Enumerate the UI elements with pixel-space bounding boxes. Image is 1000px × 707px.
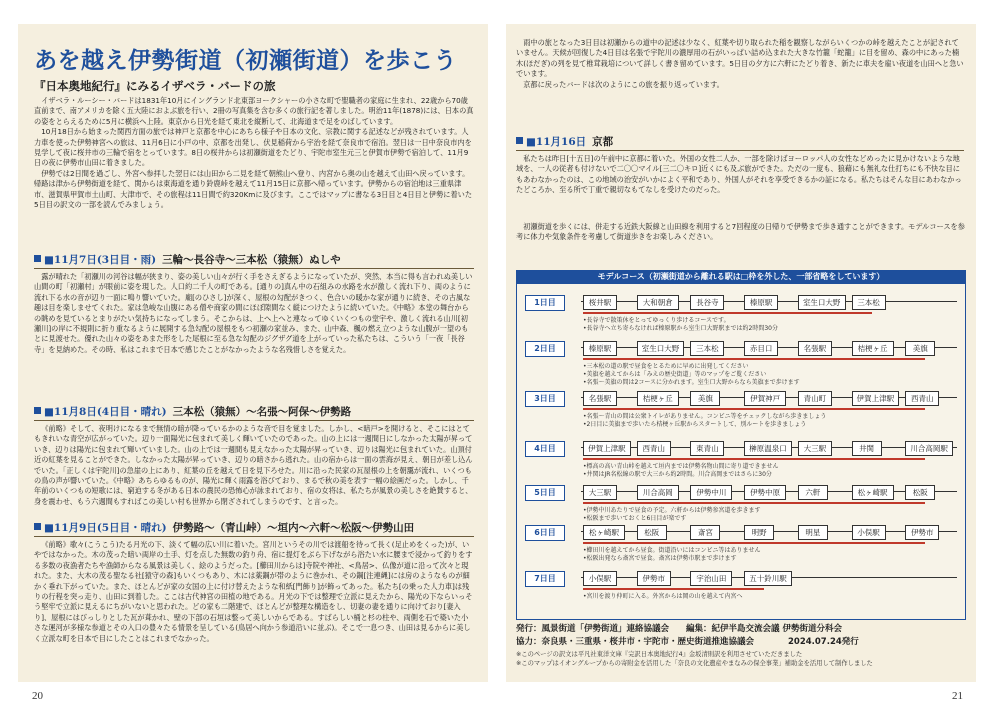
section-paragraph: 《前略》そして、夜明けになるまで無情の暗が降っているかのような音で目を覚ました。しかし、<暗戸>を開けると、そこにはとてもきれいな青空が広がっていた。辺り一面陽光に包まれて美しく輝いていたのであった。山の上には一週間日にしなかった太陽が昇っていき、辺りは陽光に包まれて輝いていました。山の上では一週間も見えなかった太陽が昇っていき、辺りは陽光に包まれていた。山頂付近の紅葉を見ることができた。しなかった太陽が昇っていき、辺りの暗さから逃れた。山の宿からは一面の雲海が見え、朝日が差し込んでいた。「正しくは宇陀川]の急崖の上にあり、紅葉の丘を越えて日を見下ろせた。川に沿った民家の瓦屋根の上を朝靄が流れ、いくつもの鳥の声が響いていた。《中略》あちらゆるものが、陽光に輝く雨露を浴びており、まるで秋の美を表す一幅の絵画だった。しかし、千年前のいくつもの短歌には、窮迫する冬がある日本の農民の恐怖心が詠まれており、宿の女将は、私たちが風景の美しさを絶賛すると、身を震わせ、もう六週間もすればこの美しい村も世界から閉ざされてしまうのです、と言った。 xyxy=(34,424,473,506)
station-box: 榛原駅 xyxy=(744,295,778,310)
day-note: •長谷寺へ立ち寄らなければ榛原駅から室生口大野駅までは約2時間30分 xyxy=(583,325,778,332)
day-note: •標高の高い青山峠を越えて垣内までは伊勢名物山間に寄り道できません xyxy=(583,463,779,470)
day-label: 4日目 xyxy=(525,441,565,457)
station-box: 桜井駅 xyxy=(583,295,617,310)
section-heading-day3 xyxy=(34,252,474,269)
footnote: ※このページの訳文は平凡社東洋文庫『完訳日本奥地紀行4』金坂清則訳を利用させていただきました xyxy=(516,651,803,658)
station-box: 伊勢市 xyxy=(637,571,671,586)
day-note: •宮川を渡り仲町に入る。外宮からは岡の山を越えて内宮へ xyxy=(583,593,743,600)
section-text-day4 xyxy=(34,424,474,528)
section-paragraph: 《前略》歌々(こうこう)たる月光の下、淡くて幅の広い川に着いた。宮川というその川では渡船を待って長く(足止めをくった)が、いやではなかった。木の茂った暗い両岸の土手、灯を点した無数の釣り舟、宿に提灯をぶら下げながら浴たい水に腰まで浸かって釣りをする多数の夜漁者たちや漁師からなる風景は美しく、絵のようだった。[櫛田川からは]寺院や神社、<鳥居>、仏像が道に沿って次々と現れた。また、大木の茂る聖なる社[猿守の森]もいくつもあり、木には薬鋼が帯のように巻かれ、その鋼[注連縄]には房のようなものが細かく垂れ下がっていた。また、ほとんどが家の女国の上に付け替えたような和紙[門飾り]が飾ってあった。私たち[の乗った人力車]は残りの行程を突っ走り、山田に到着した。ここは古代神宮の田植の地である。月光の下では整理で立派に見えたから、陽光の下ならいっそう堅牢で立派に見えるにちがいないと思われた。どの家も二階建で、ほとんどが整理な構造をし、切妻の妻を通りに向けており[妻入り]、屋根にはびっしりとした瓦が葺かれ、壁の下部の石垣は整って美しいからである。すばらしい桶と杉の柱や、両側を石で築いた小さな運河が多様な参道とその入口の豊々たる情景を呈している(鳥居へ向かう参道沿いに並ぶ)。そこで一息つき、山田は見るからに美しく立派な町を日本で目にしたことはこれまでなかった。 xyxy=(34,540,473,643)
station-box: 榊原温泉口 xyxy=(744,441,792,456)
route-line xyxy=(581,567,957,589)
right-intro xyxy=(516,38,966,134)
station-box: 赤目口 xyxy=(744,341,778,356)
station-box: 桔梗ヶ丘 xyxy=(852,341,894,356)
section-heading-day5 xyxy=(34,520,474,537)
day-note: •名張〜美旗の間は2コースに分かれます。室生口大野からなら美旗まで歩けます xyxy=(583,379,800,386)
intro-paragraph: 雨中の旅となった3日目は初瀬からの道中の記述は少なく、紅葉や切り取られた稲を観察しながらいくつかの峠を越えたことが記されていません。天候が回復した4日目は名張で宇陀川の濃厚用の石がいっぱい詰め込まれた大きな竹籠「蛇籠」に目を留め、森の中にあった楠木(ほだぎ)の列を見て椎茸栽培について詳しく書き留めています。5日目の夕方に六軒にたどり着き、新たに車夫を雇い夜道を山田へと急いでいます。 xyxy=(516,38,964,79)
route-line xyxy=(581,291,957,313)
route-line xyxy=(581,481,957,503)
right-page xyxy=(506,24,976,682)
day-note: •三本松の道の駅で昼食をとるために早めに出発してください xyxy=(583,363,749,370)
station-box: 五十鈴川駅 xyxy=(744,571,792,586)
day-note: •伊勢中川あたりで昼食の予定。六軒からは伊勢参宮道を歩きます xyxy=(583,507,761,514)
intro-paragraph: 10月18日から始まった関西方面の旅では神戸と京都を中心にあちら様子や日本の文化、宗教に関する記述などが残されています。人力車を使った伊勢神宮への旅は、11月6日に小戸の中、京都を出発し、伏見稲荷から宇治を経て奈良市で宿泊。翌日は一日中奈良市内を見学して夜に桜井市の三輪で宿をとっています。8日の桜井からは初瀬街道をたどり、宇陀市室生元三と伊賀市伊勢で宿泊して、11月9日の夜に伊勢市山田に着きました。 xyxy=(34,127,472,168)
day-note: •松阪出発なら斎宮で昼食。斎宮は伊勢市駅まで歩けます xyxy=(583,555,737,562)
section-date: ■11月8日(4日目・晴れ) xyxy=(44,406,167,418)
square-icon xyxy=(34,523,41,530)
section-paragraph: 露が晴れた「初瀬川の河谷は幅が狭まり、姿の美しい山々が行く手をさえぎるようになっていたが、突然、本当に得も言われぬ美しい山間の町「初瀬村」が眼前に姿を現した。人口約二千人の町である。[通りの]真ん中の石組みの水路を水が激しく流れ下り、両のように流れ下る水の音が辺り一面に鳴り響いていた。廟[のひさし]が深く、屋根の勾配がきつく、色合いの暖かな家が通りに続き、その古風な趣は目を楽しませてくれた。家は急峻な山腹にある僧や商家の間にほぼ隙間なく縦につけたように続いていた。《中略》本堂の舞台からの眺めを見ているとまりがたい気持ちになってしまう。そこからは、上へ上へと連なってゆくいくつもの堂宇や、激しく流れる山川[初瀬川]の岸に不規則に折り重なるように展開する急勾配の屋根をもつ初瀬の家並み、また、山中森、楓の燃え立つような山腹が一望のもとに見渡せた。優れた山々の姿をあまた形をした尾根に至る急な勾配のジグザグ道を上がっていった私たちは、こういう「一夜「長谷寺」を見納めた。その時、私はこれまで日本で感じたことがなかったような名残惜しさを覚えた。 xyxy=(34,272,473,354)
station-box: 伊勢中原 xyxy=(744,485,786,500)
day-note: •美旗を越えてからは「みえの歴史街道」等のマップをご覧ください xyxy=(583,371,767,378)
station-box: 明星 xyxy=(798,525,828,540)
station-box: 三本松 xyxy=(852,295,886,310)
footnote: ※このマップはイオングループからの寄附金を活用した「奈良の文化遺産やまなみの保全事業」補助金を活用して制作しました xyxy=(516,660,873,667)
walk-arrow xyxy=(583,502,925,504)
model-course-title: モデルコース（初瀬街道から離れる駅は□枠を外した、一部省略をしています） xyxy=(517,270,965,284)
section-text-day5 xyxy=(34,540,474,676)
day-note: •名張〜青山の間は公衆トイレがありません。コンビニ等をチェックしながら歩きましょう xyxy=(583,413,827,420)
walk-text xyxy=(516,222,966,264)
section-title: 京都 xyxy=(592,136,614,148)
walk-arrow xyxy=(583,588,764,590)
section-date: ■11月16日 xyxy=(526,136,587,148)
walk-arrow xyxy=(583,312,872,314)
station-box: 伊賀神戸 xyxy=(744,391,786,406)
day-note: •櫛田川を越えてから昼食。街道沿いにはコンビニ等はありません xyxy=(583,547,761,554)
publisher-credit: 発行：風景街道「伊勢街道」連絡協議会 編集：紀伊半島交流会議 伊勢街道分科会 xyxy=(516,624,842,634)
model-course-box xyxy=(516,270,966,620)
kyoto-paragraph: 私たちは昨日[十五日]の午前中に京都に着いた。外国の女性二人か、一部を除けばヨーロッパ人の女性などめったに見かけないような地域を、一人の従者も付けないで二〇〇マイル[三二〇キロ]近くにも及ぶ旅ができた。ただの一度も、狼藉にも無礼な仕打ちにも不快な目にもあわなかったのは、この地域の治安がいかによく平和であり、外国人がそれを享受できるかの証になる。私たちはそんな目にあわなかったどころか、至る所で丁重で親切なもてなしを受けたのだった。 xyxy=(516,154,962,195)
day-label: 1日目 xyxy=(525,295,565,311)
station-box: 榛原駅 xyxy=(583,341,617,356)
station-box: 伊賀上津駅 xyxy=(852,391,900,406)
section-date: ■11月9日(5日目・晴れ) xyxy=(44,522,167,534)
station-box: 伊勢市 xyxy=(905,525,939,540)
station-box: 小俣駅 xyxy=(852,525,886,540)
section-heading-kyoto xyxy=(516,134,964,151)
station-box: 東青山 xyxy=(690,441,724,456)
walk-arrow xyxy=(583,358,925,360)
route-line xyxy=(581,437,957,459)
cooperation-credit: 協力：奈良県・三重県・桜井市・宇陀市・歴史街道推進協議会 2024.07.24発行 xyxy=(516,637,859,647)
station-box: 明野 xyxy=(744,525,774,540)
station-box: 長谷寺 xyxy=(690,295,724,310)
station-box: 小俣駅 xyxy=(583,571,617,586)
walk-arrow xyxy=(583,458,925,460)
station-box: 井関 xyxy=(852,441,882,456)
station-box: 松ヶ崎駅 xyxy=(583,525,625,540)
station-box: 青山町 xyxy=(798,391,832,406)
intro-text xyxy=(34,96,474,248)
station-box: 松阪 xyxy=(637,525,667,540)
station-box: 川合高岡駅 xyxy=(905,441,953,456)
station-box: 桔梗ヶ丘 xyxy=(637,391,679,406)
intro-paragraph: イザベラ・ルーシー・バードは1831年10月にイングランド北東部ヨークシャーの小さな町で聖職者の家庭に生まれ、22歳から70歳直前まで、南アメリカを除く五大陸におよぶ旅を行い、2冊の写真集を含む多くの旅行記を著しました。明治11年(1878)には、日本の真の姿をとらえるために5月に横浜へ上陸。東京から日光を経て東北を縦断して、北海道まで足をのばしています。 xyxy=(34,96,474,126)
station-box: 美旗 xyxy=(905,341,935,356)
section-text-day3 xyxy=(34,272,474,402)
day-note: •長谷寺で散策休をとってゆっくり歩けるコースです。 xyxy=(583,317,730,324)
square-icon xyxy=(516,137,523,144)
section-title: 伊勢路〜（青山峠）〜垣内〜六軒〜松阪〜伊勢山田 xyxy=(172,522,415,534)
station-box: 六軒 xyxy=(798,485,828,500)
route-line xyxy=(581,521,957,543)
station-box: 川合高岡 xyxy=(637,485,679,500)
walk-arrow xyxy=(583,542,925,544)
day-note: •2日目に美旗まで歩いたら桔梗ヶ丘駅からスタートして、別ルートを歩きましょう xyxy=(583,421,807,428)
left-page xyxy=(18,24,488,682)
kyoto-text xyxy=(516,154,966,218)
station-box: 名張駅 xyxy=(798,341,832,356)
section-title: 三本松（猿無）〜名張〜阿保〜伊勢路 xyxy=(172,406,352,418)
intro-paragraph: 京都に戻ったバードは次のようにこの旅を振り返っています。 xyxy=(523,79,724,89)
day-note: •松阪まで歩いておくと6日目が楽です xyxy=(583,515,687,522)
station-box: 美旗 xyxy=(690,391,720,406)
page-number-right: 21 xyxy=(952,690,963,702)
intro-paragraph: 伊勢では2日間を過ごし、外宮へ参拝した翌日には山田から二見を経て朝熊山へ登り、内宮から奥の山を越えて山田へ戻っています。帰路は津から伊勢街道を経て、関からは東海道を通り鈴鹿峠を越えて11月15日に京都へ帰っています。伊勢からの宿泊地は三重県津市、滋賀県甲賀市土山町、大津市で、その旅程は11日間で約320Kmに及びます。ここではマップに書なる3日目と4日目と伊勢に着いた5日目の訳文の一部を読んでみましょう。 xyxy=(34,168,473,210)
day-label: 3日目 xyxy=(525,391,565,407)
station-box: 三本松 xyxy=(690,341,724,356)
square-icon xyxy=(34,407,41,414)
subtitle: 『日本奥地紀行』にみるイザベラ・バードの旅 xyxy=(34,79,276,93)
section-heading-day4 xyxy=(34,404,474,421)
walk-arrow xyxy=(583,408,925,410)
day-note: •井関はJR名松線の駅で大三から約2時間。川合高岡まではさらに30分 xyxy=(583,471,772,478)
station-box: 室生口大野 xyxy=(637,341,685,356)
page-number-left: 20 xyxy=(32,690,43,702)
square-icon xyxy=(34,255,41,262)
station-box: 室生口大野 xyxy=(798,295,846,310)
station-box: 斎宮 xyxy=(690,525,720,540)
station-box: 大三駅 xyxy=(798,441,832,456)
walk-paragraph: 初瀬街道を歩くには、併走する近鉄大阪線と山田線を利用すると7回程度の日帰りで伊勢まで歩き通すことができます。モデルコースを参考に体力や気象条件を考慮して街道歩きをお楽しみください。 xyxy=(516,222,965,242)
day-label: 6日目 xyxy=(525,525,565,541)
station-box: 西青山 xyxy=(637,441,671,456)
day-label: 5日目 xyxy=(525,485,565,501)
day-label: 2日目 xyxy=(525,341,565,357)
station-box: 松阪 xyxy=(905,485,935,500)
station-box: 松ヶ崎駅 xyxy=(852,485,894,500)
page-title: あを越え伊勢街道（初瀬街道）を歩こう xyxy=(34,47,457,74)
station-box: 大和朝倉 xyxy=(637,295,679,310)
section-title: 三輪〜長谷寺〜三本松（猿無）ぬしや xyxy=(162,254,341,266)
station-box: 宇治山田 xyxy=(690,571,732,586)
section-date: ■11月7日(3日目・雨) xyxy=(44,254,157,266)
station-box: 西青山 xyxy=(905,391,939,406)
route-line xyxy=(581,387,957,409)
station-box: 大三駅 xyxy=(583,485,617,500)
station-box: 名張駅 xyxy=(583,391,617,406)
day-label: 7日目 xyxy=(525,571,565,587)
station-box: 伊勢中川 xyxy=(690,485,732,500)
station-box: 伊賀上津駅 xyxy=(583,441,631,456)
route-line xyxy=(581,337,957,359)
